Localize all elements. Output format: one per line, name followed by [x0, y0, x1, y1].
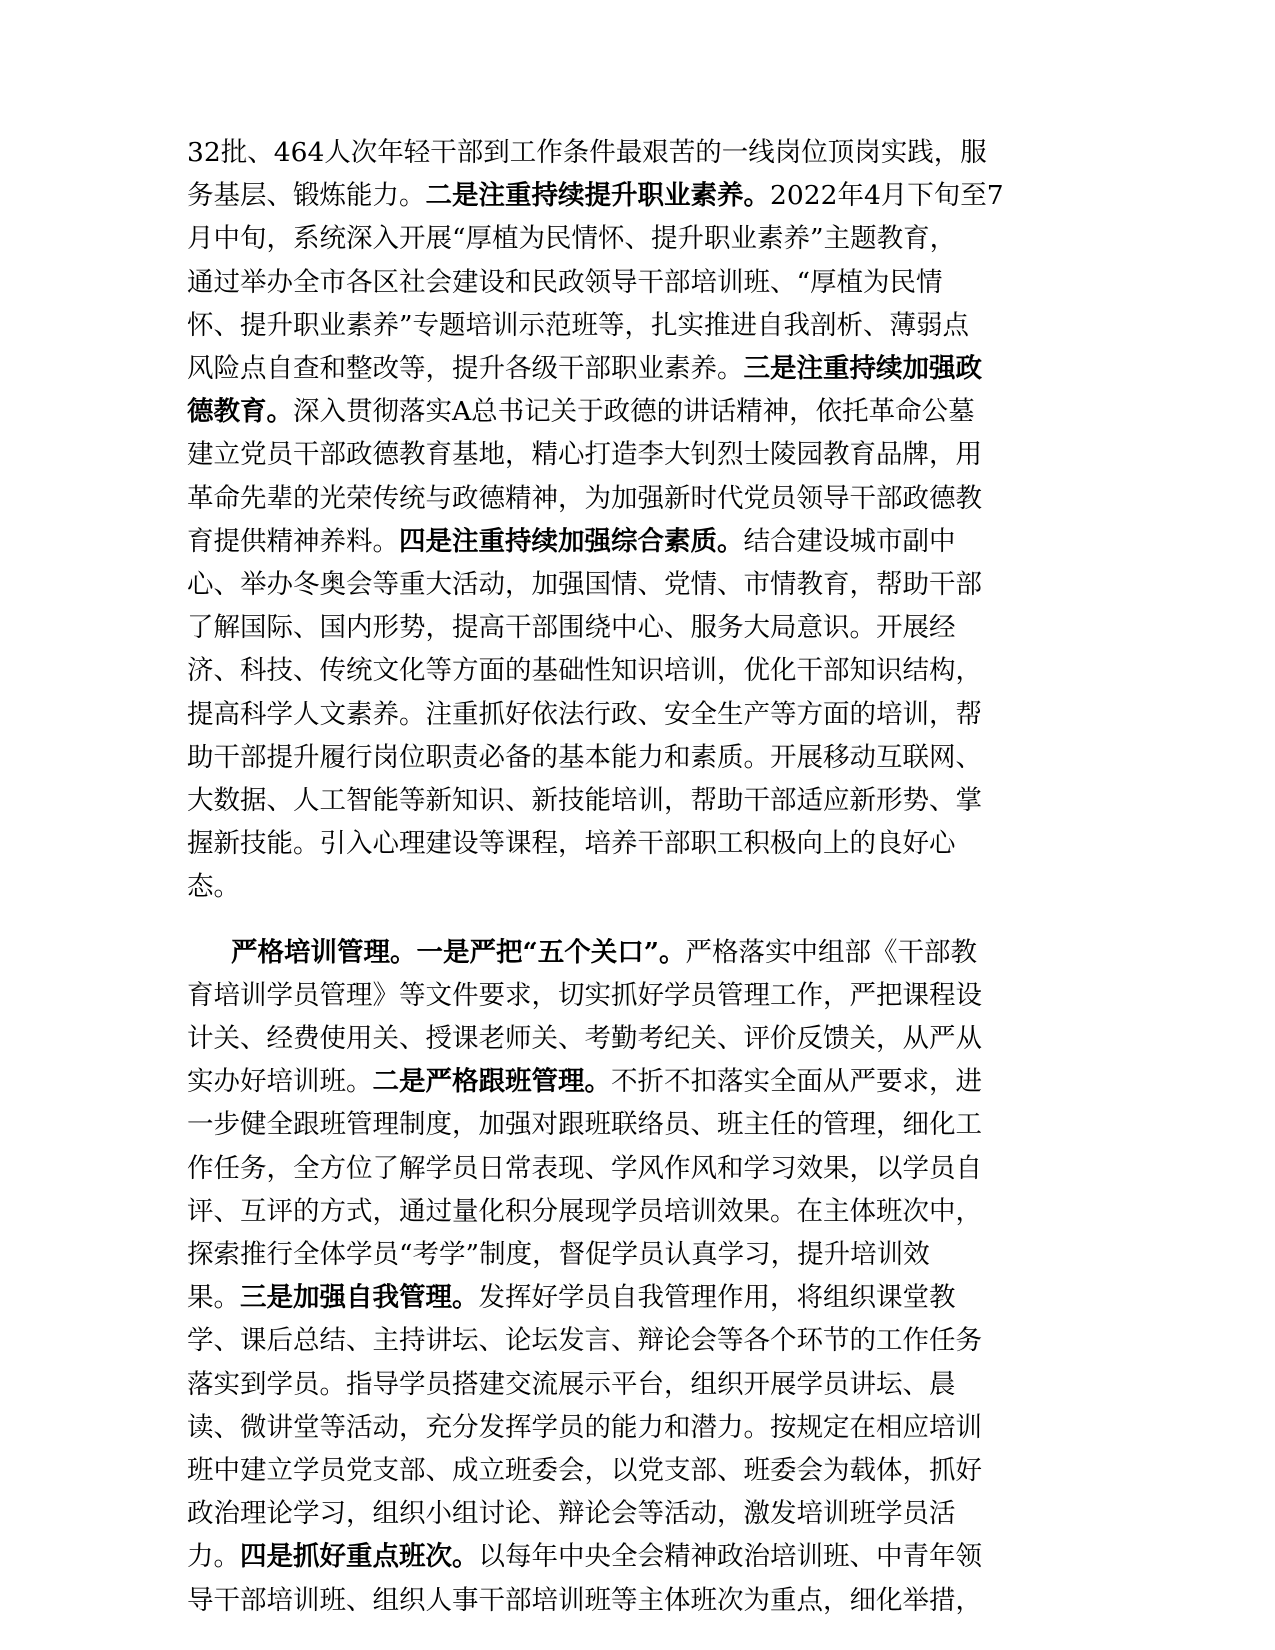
text-line — [187, 479, 982, 519]
text-run: 探索推行全体学员“考学”制度，督促学员认真学习，提升培训效 — [187, 1239, 930, 1270]
text-line — [187, 392, 975, 432]
text-run: 建立党员干部政德教育基地，精心打造李大钊烈士陵园教育品牌，用 — [187, 439, 982, 470]
text-run: 读、微讲堂等活动，充分发挥学员的能力和潜力。按规定在相应培训 — [187, 1412, 982, 1443]
text-line — [187, 1451, 982, 1491]
text-run: 以每年中央全会精神政治培训班、中青年领 — [478, 1541, 982, 1572]
text-line — [187, 976, 982, 1016]
text-run: 怀、提升职业素养”专题培训示范班等，扎实推进自我剖析、薄弱点 — [187, 310, 970, 341]
text-run: 班中建立学员党支部、成立班委会，以党支部、班委会为载体，抓好 — [187, 1455, 982, 1486]
text-run: 实办好培训班。 — [187, 1066, 373, 1097]
text-line — [187, 1494, 956, 1534]
text-line — [187, 1321, 982, 1361]
text-run: 提高科学人文素养。注重抓好依法行政、安全生产等方面的培训，帮 — [187, 699, 982, 730]
text-run: 革命先辈的光荣传统与政德精神，为加强新时代党员领导干部政德教 — [187, 483, 982, 514]
text-line — [187, 133, 987, 173]
text-run: 政治理论学习，组织小组讨论、辩论会等活动，激发培训班学员活 — [187, 1498, 956, 1529]
bold-heading: 二是严格跟班管理。 — [372, 1066, 611, 1097]
text-run: 育培训学员管理》等文件要求，切实抓好学员管理工作，严把课程设 — [187, 980, 982, 1011]
text-line — [187, 1581, 982, 1621]
text-line — [187, 651, 982, 691]
text-run: 结合建设城市副中 — [743, 526, 956, 557]
text-run: 严格落实中组部《干部教 — [685, 937, 977, 968]
text-line — [187, 1105, 982, 1145]
text-run: 通过举办全市各区社会建设和民政领导干部培训班、“厚植为民情 — [187, 267, 943, 298]
text-run: 一步健全跟班管理制度，加强对跟班联络员、班主任的管理，细化工 — [187, 1109, 982, 1140]
text-run: 学、课后总结、主持讲坛、论坛发言、辩论会等各个环节的工作任务 — [187, 1325, 982, 1356]
text-run: 风险点自查和整改等，提升各级干部职业素养。 — [187, 353, 744, 384]
text-run: 大数据、人工智能等新知识、新技能培训，帮助干部适应新形势、掌 — [187, 785, 982, 816]
text-run: 月中旬，系统深入开展“厚植为民情怀、提升职业素养”主题教育， — [187, 223, 957, 254]
text-run: 落实到学员。指导学员搭建交流展示平台，组织开展学员讲坛、晨 — [187, 1369, 956, 1400]
text-run: 果。 — [187, 1282, 240, 1313]
bold-heading: 严格培训管理。一是严把“五个关口”。 — [231, 937, 686, 968]
text-line — [187, 1278, 956, 1318]
text-run: 握新技能。引入心理建设等课程，培养干部职工积极向上的良好心 — [187, 828, 956, 859]
text-run: 计关、经费使用关、授课老师关、考勤考纪关、评价反馈关，从严从 — [187, 1023, 982, 1054]
text-line — [187, 695, 982, 735]
text-run: 评、互评的方式，通过量化积分展现学员培训效果。在主体班次中， — [187, 1196, 982, 1227]
text-line — [187, 1192, 982, 1232]
text-line — [187, 1019, 982, 1059]
text-line — [187, 219, 956, 259]
text-line — [187, 738, 982, 778]
text-line — [187, 781, 982, 821]
text-run: 态。 — [187, 871, 240, 902]
text-line — [187, 522, 956, 562]
text-run: 育提供精神养料。 — [187, 526, 399, 557]
text-run: 务基层、锻炼能力。 — [187, 180, 426, 211]
text-line — [187, 263, 943, 303]
text-line — [231, 933, 977, 973]
text-line — [187, 824, 956, 864]
text-line — [187, 435, 982, 475]
bold-heading: 二是注重持续提升职业素养。 — [425, 180, 770, 211]
bold-heading: 四是抓好重点班次。 — [240, 1541, 479, 1572]
bold-heading: 三是加强自我管理。 — [240, 1282, 479, 1313]
text-line — [187, 1235, 930, 1275]
text-run: 心、举办冬奥会等重大活动，加强国情、党情、市情教育，帮助干部 — [187, 569, 982, 600]
text-line — [187, 1365, 956, 1405]
text-line — [187, 349, 982, 389]
text-run: 助干部提升履行岗位职责必备的基本能力和素质。开展移动互联网、 — [187, 742, 982, 773]
text-run: 32批、464人次年轻干部到工作条件最艰苦的一线岗位顶岗实践，服 — [187, 137, 987, 168]
bold-heading: 三是注重持续加强政 — [743, 353, 982, 384]
text-line — [187, 1149, 982, 1189]
text-line — [187, 306, 969, 346]
text-run: 不折不扣落实全面从严要求，进 — [611, 1066, 982, 1097]
text-run: 发挥好学员自我管理作用，将组织课堂教 — [478, 1282, 956, 1313]
text-line — [187, 867, 240, 907]
text-line — [187, 1537, 982, 1577]
text-run: 作任务，全方位了解学员日常表现、学风作风和学习效果，以学员自 — [187, 1153, 982, 1184]
text-line — [187, 608, 956, 648]
text-line — [187, 1062, 982, 1102]
text-run: 了解国际、国内形势，提高干部围绕中心、服务大局意识。开展经 — [187, 612, 956, 643]
text-line — [187, 176, 1004, 216]
text-line — [187, 565, 982, 605]
text-run: 济、科技、传统文化等方面的基础性知识培训，优化干部知识结构， — [187, 655, 982, 686]
bold-heading: 四是注重持续加强综合素质。 — [399, 526, 744, 557]
bold-heading: 德教育。 — [187, 396, 293, 427]
text-run: 2022年4月下旬至7 — [770, 180, 1004, 211]
text-run: 深入贯彻落实A总书记关于政德的讲话精神，依托革命公墓 — [293, 396, 975, 427]
text-run: 导干部培训班、组织人事干部培训班等主体班次为重点，细化举措， — [187, 1585, 982, 1616]
text-line — [187, 1408, 982, 1448]
text-run: 力。 — [187, 1541, 240, 1572]
